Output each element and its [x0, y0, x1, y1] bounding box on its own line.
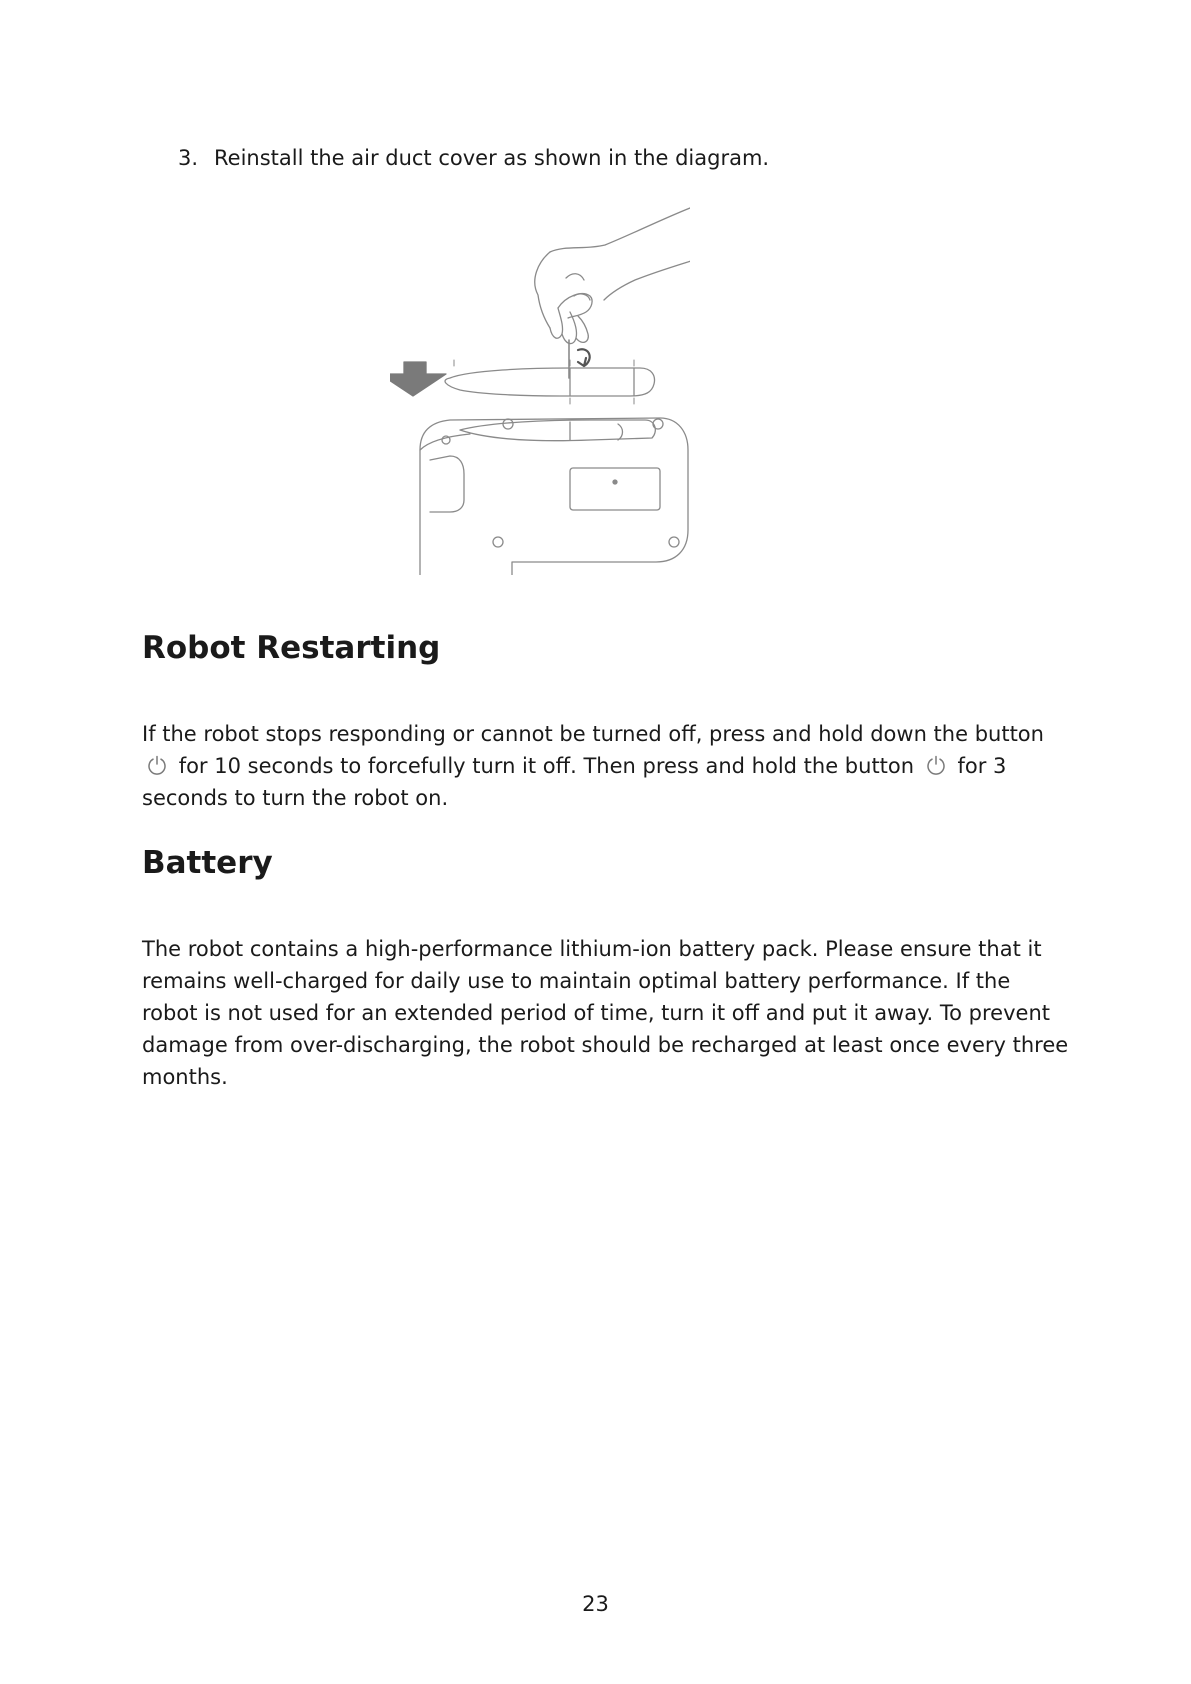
knuckle-lines	[566, 274, 590, 300]
air-duct-cover-illustration	[390, 200, 690, 575]
duct-cover-inner	[570, 368, 634, 396]
screw-marks	[454, 360, 634, 404]
duct-slot	[460, 420, 655, 441]
robot-body	[420, 418, 688, 575]
hole-4	[669, 537, 679, 547]
down-arrow	[390, 362, 446, 396]
finger-3	[576, 316, 588, 342]
rotation-arrow	[578, 349, 590, 366]
hand-outline	[535, 252, 550, 328]
duct-cover	[445, 368, 654, 396]
robot-restarting-heading: Robot Restarting	[142, 630, 441, 666]
hole-1	[503, 419, 513, 429]
step-number: 3.	[178, 146, 199, 170]
restart-text-1: If the robot stops responding or cannot be turned off, press and hold down the button	[142, 722, 1044, 746]
label-plate	[570, 468, 660, 510]
power-icon	[146, 754, 168, 776]
robot-restarting-paragraph	[142, 718, 1072, 814]
finger-1	[550, 308, 563, 338]
page-number: 23	[582, 1592, 609, 1616]
thumb	[558, 294, 592, 318]
duct-slot-inner	[570, 422, 623, 440]
power-icon	[925, 754, 947, 776]
hole-3	[493, 537, 503, 547]
restart-text-2: for 10 seconds to forcefully turn it off. Then press and hold the button	[178, 754, 915, 778]
label-dot	[613, 480, 617, 484]
battery-paragraph: The robot contains a high-performance lithium-ion battery pack. Please ensure that it remains well-charged for daily use to maintain optimal battery performance. If the robot is not used for an extended period of time, turn it off and put it away. To prevent damage from over-discharging, the robot should be recharged at least once every three months.	[142, 937, 1069, 1089]
hole-2	[653, 419, 663, 429]
restart-text-3: for 3 seconds to turn the robot on.	[142, 754, 1007, 810]
step-text: Reinstall the air duct cover as shown in the diagram.	[214, 146, 770, 170]
side-panel	[430, 456, 464, 512]
battery-heading: Battery	[142, 845, 273, 881]
arm-lower-outline	[604, 260, 690, 300]
arm-outline	[550, 208, 690, 252]
step-3	[178, 144, 769, 172]
